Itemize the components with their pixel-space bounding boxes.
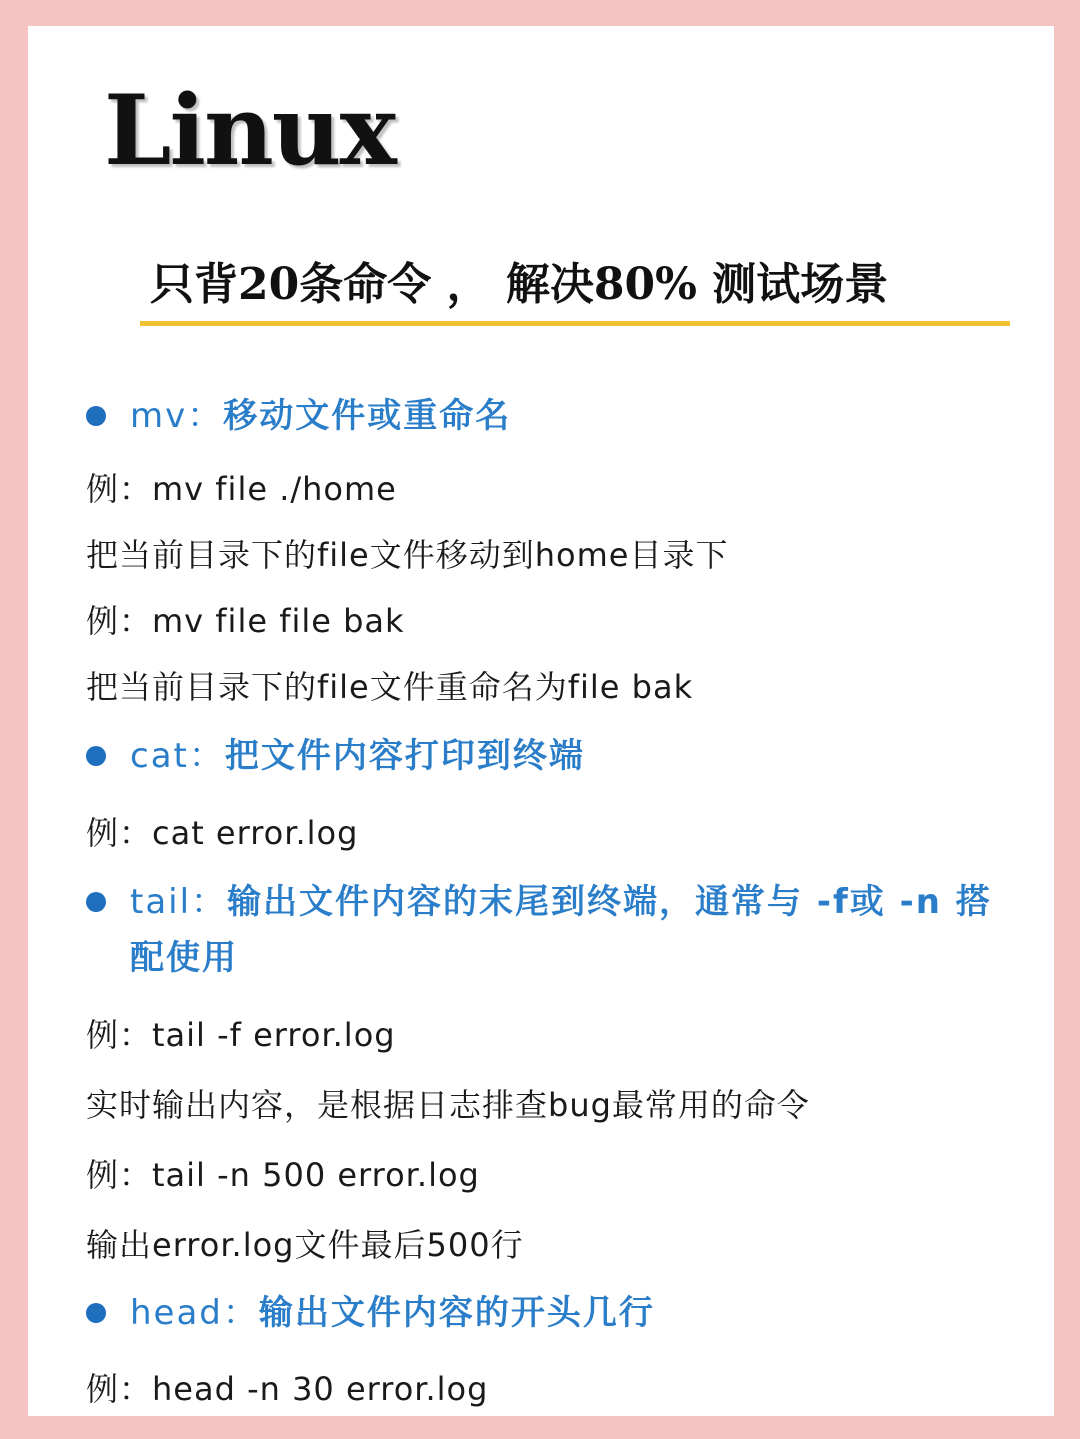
bullet-icon — [86, 746, 106, 766]
heading-command: cat： — [130, 736, 225, 776]
heading-description: 移动文件或重命名 — [223, 396, 512, 436]
explanation-line: 实时输出内容，是根据日志排查bug最常用的命令 — [86, 1086, 810, 1124]
bullet-icon — [86, 892, 106, 912]
page-title: Linux — [104, 74, 395, 187]
example-line: 例：tail -n 500 error.log — [86, 1156, 480, 1194]
content-card — [28, 26, 1054, 1416]
example-line: 例：tail -f error.log — [86, 1016, 396, 1054]
example-line: 例：head -n 30 error.log — [86, 1370, 489, 1408]
subtitle-underline — [140, 321, 1010, 326]
heading-description: 把文件内容打印到终端 — [224, 736, 585, 776]
explanation-line: 把当前目录下的file文件重命名为file bak — [86, 668, 694, 706]
heading-command: head： — [130, 1293, 259, 1333]
section-heading-mv — [86, 388, 1016, 444]
example-line: 例：mv file file bak — [86, 602, 405, 640]
bullet-icon — [86, 406, 106, 426]
heading-description: 输出文件内容的末尾到终端，通常与 -f或 -n 搭配使用 — [130, 882, 992, 978]
section-heading-cat — [86, 728, 1016, 784]
example-line: 例：cat error.log — [86, 814, 359, 852]
bullet-icon — [86, 1303, 106, 1323]
explanation-line: 输出error.log文件最后500行 — [86, 1226, 524, 1264]
heading-description: 输出文件内容的开头几行 — [258, 1293, 655, 1333]
section-heading-head — [86, 1285, 1016, 1341]
page-subtitle: 只背20条命令 ， 解决80% 测试场景 — [150, 259, 889, 310]
example-line: 例：mv file ./home — [86, 470, 397, 508]
heading-command: tail： — [130, 882, 228, 922]
section-heading-tail — [86, 874, 1016, 986]
heading-command: mv： — [130, 396, 224, 436]
explanation-line: 把当前目录下的file文件移动到home目录下 — [86, 536, 729, 574]
